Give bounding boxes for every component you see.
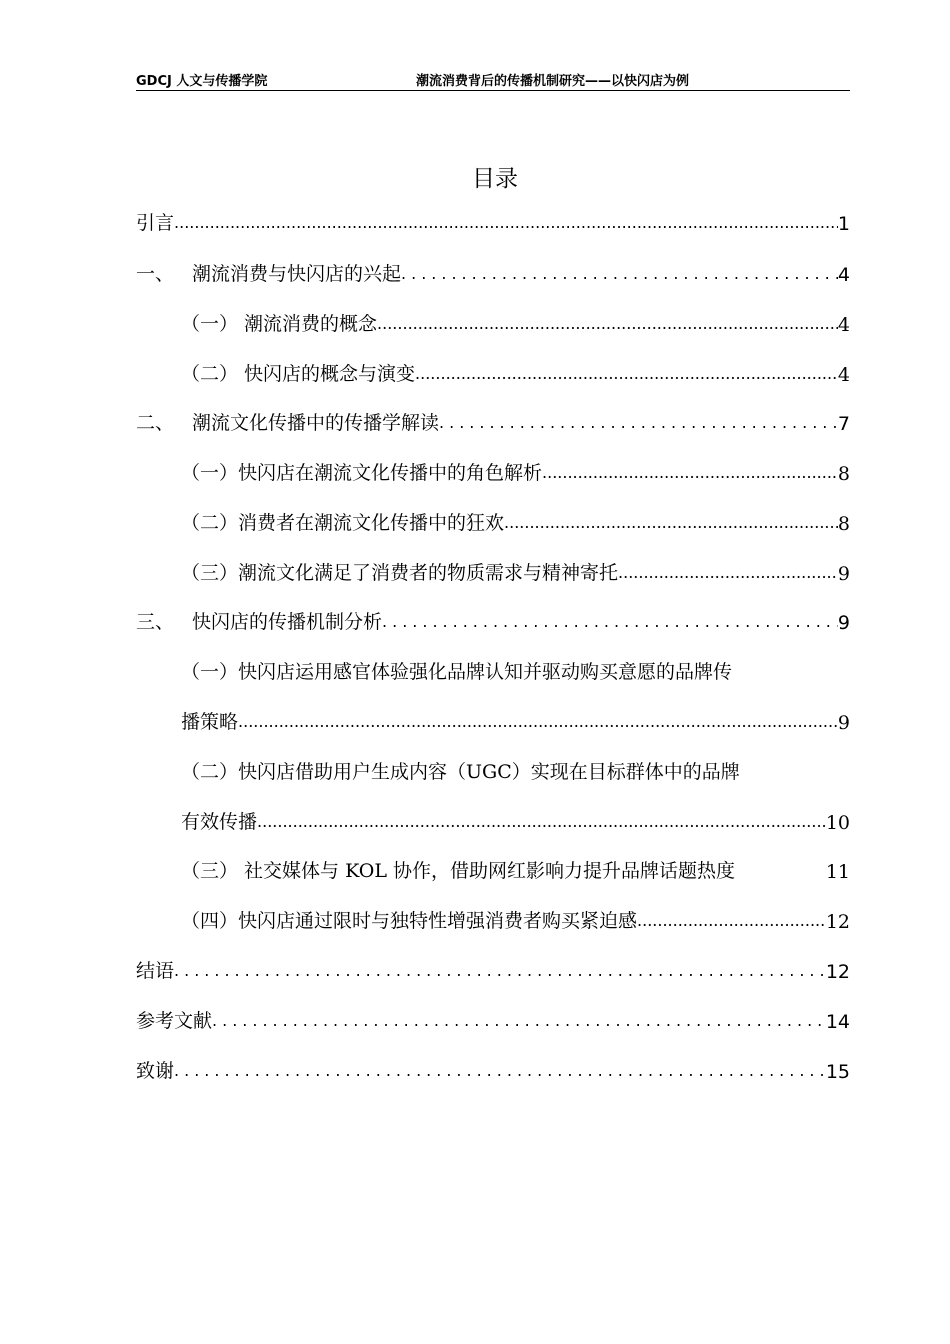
toc-entry-section-3-4[interactable] <box>181 903 850 933</box>
toc-leader <box>439 415 838 435</box>
toc-entry-conclusion[interactable] <box>136 953 850 983</box>
toc-entry-label: （四）快闪店通过限时与独特性增强消费者购买紧迫感 <box>181 910 638 932</box>
toc-leader <box>257 814 826 834</box>
toc-leader <box>504 515 838 535</box>
toc-leader <box>377 316 838 336</box>
toc-leader <box>212 1013 826 1033</box>
toc-page-number: 7 <box>837 413 850 435</box>
toc-entry-label-cont: 播策略 <box>181 711 239 733</box>
toc-leader <box>382 614 838 634</box>
toc-entry-label: 致谢 <box>136 1060 175 1082</box>
toc-leader <box>542 465 838 485</box>
toc-entry-label: （一） 潮流消费的概念 <box>181 313 378 335</box>
toc-entry-section-1-2[interactable] <box>181 356 850 386</box>
toc-entry-section-1-1[interactable] <box>181 306 850 336</box>
toc-leader <box>618 565 838 585</box>
toc-entry-references[interactable] <box>136 1003 850 1033</box>
toc-entry-label: （二）消费者在潮流文化传播中的狂欢 <box>181 512 505 534</box>
toc-page-number: 12 <box>825 911 850 933</box>
toc-entry-section-3-2[interactable] <box>181 804 850 834</box>
toc-entry-section-1[interactable] <box>136 256 850 286</box>
toc-entry-label: （一）快闪店在潮流文化传播中的角色解析 <box>181 462 543 484</box>
toc-page-number: 10 <box>825 812 850 834</box>
toc-leader <box>238 714 838 734</box>
toc-page-number: 8 <box>837 463 850 485</box>
toc-leader <box>174 215 838 235</box>
toc-entry-label: （三）潮流文化满足了消费者的物质需求与精神寄托 <box>181 562 619 584</box>
toc-leader <box>637 913 826 933</box>
toc-entry-section-2-1[interactable] <box>181 455 850 485</box>
toc-page-number: 9 <box>837 612 850 634</box>
toc-page-number: 11 <box>825 861 850 883</box>
toc-title: 目录 <box>472 166 518 192</box>
toc-page-number: 4 <box>837 314 850 336</box>
toc-page-number: 1 <box>837 213 850 235</box>
toc-entry-section-2-2[interactable] <box>181 505 850 535</box>
toc-leader <box>174 1063 826 1083</box>
toc-entry-label: （二） 快闪店的概念与演变 <box>181 363 416 385</box>
toc-leader <box>401 266 838 286</box>
toc-entry-label: （三） 社交媒体与 KOL 协作，借助网红影响力提升品牌话题热度 <box>181 860 735 882</box>
toc-entry-label: 参考文献 <box>136 1010 213 1032</box>
toc-entry-thanks[interactable] <box>136 1053 850 1083</box>
toc-section-number: 一、 <box>136 263 175 285</box>
toc-page-number: 4 <box>837 364 850 386</box>
toc-entry-section-3-3[interactable] <box>181 853 850 883</box>
toc-page-number: 9 <box>837 563 850 585</box>
toc-entry-label: 潮流文化传播中的传播学解读 <box>192 412 440 434</box>
toc-entry-label: 快闪店的传播机制分析 <box>192 611 383 633</box>
toc-page-number: 8 <box>837 513 850 535</box>
toc-entry-label-cont: 有效传播 <box>181 811 258 833</box>
toc-entry-intro[interactable] <box>136 205 850 235</box>
page-header <box>136 70 850 91</box>
toc-entry-section-3-1[interactable] <box>181 704 850 734</box>
toc-entry-label: （一）快闪店运用感官体验强化品牌认知并驱动购买意愿的品牌传 <box>181 661 733 683</box>
toc-entry-label: 引言 <box>136 212 175 234</box>
toc-page-number: 4 <box>837 264 850 286</box>
toc-page-number: 14 <box>825 1011 850 1033</box>
toc-page-number: 12 <box>825 961 850 983</box>
header-institution: GDCJ 人文与传播学院 <box>136 74 268 89</box>
toc-leader <box>415 366 838 386</box>
toc-entry-label: 潮流消费与快闪店的兴起 <box>192 263 402 285</box>
toc-entry-section-3[interactable] <box>136 604 850 634</box>
toc-leader <box>174 963 826 983</box>
header-thesis-title: 潮流消费背后的传播机制研究——以快闪店为例 <box>416 74 690 89</box>
toc-entry-section-3-2-line1[interactable] <box>181 754 850 784</box>
toc-entry-section-2-3[interactable] <box>181 555 850 585</box>
toc-page-number: 15 <box>825 1061 850 1083</box>
toc-entry-section-3-1-line1[interactable] <box>181 654 850 684</box>
toc-section-number: 三、 <box>136 611 175 633</box>
toc-section-number: 二、 <box>136 412 175 434</box>
toc-entry-section-2[interactable] <box>136 405 850 435</box>
toc-page-number: 9 <box>837 712 850 734</box>
toc-entry-label: （二）快闪店借助用户生成内容（UGC）实现在目标群体中的品牌 <box>181 761 740 783</box>
toc-entry-label: 结语 <box>136 960 175 982</box>
